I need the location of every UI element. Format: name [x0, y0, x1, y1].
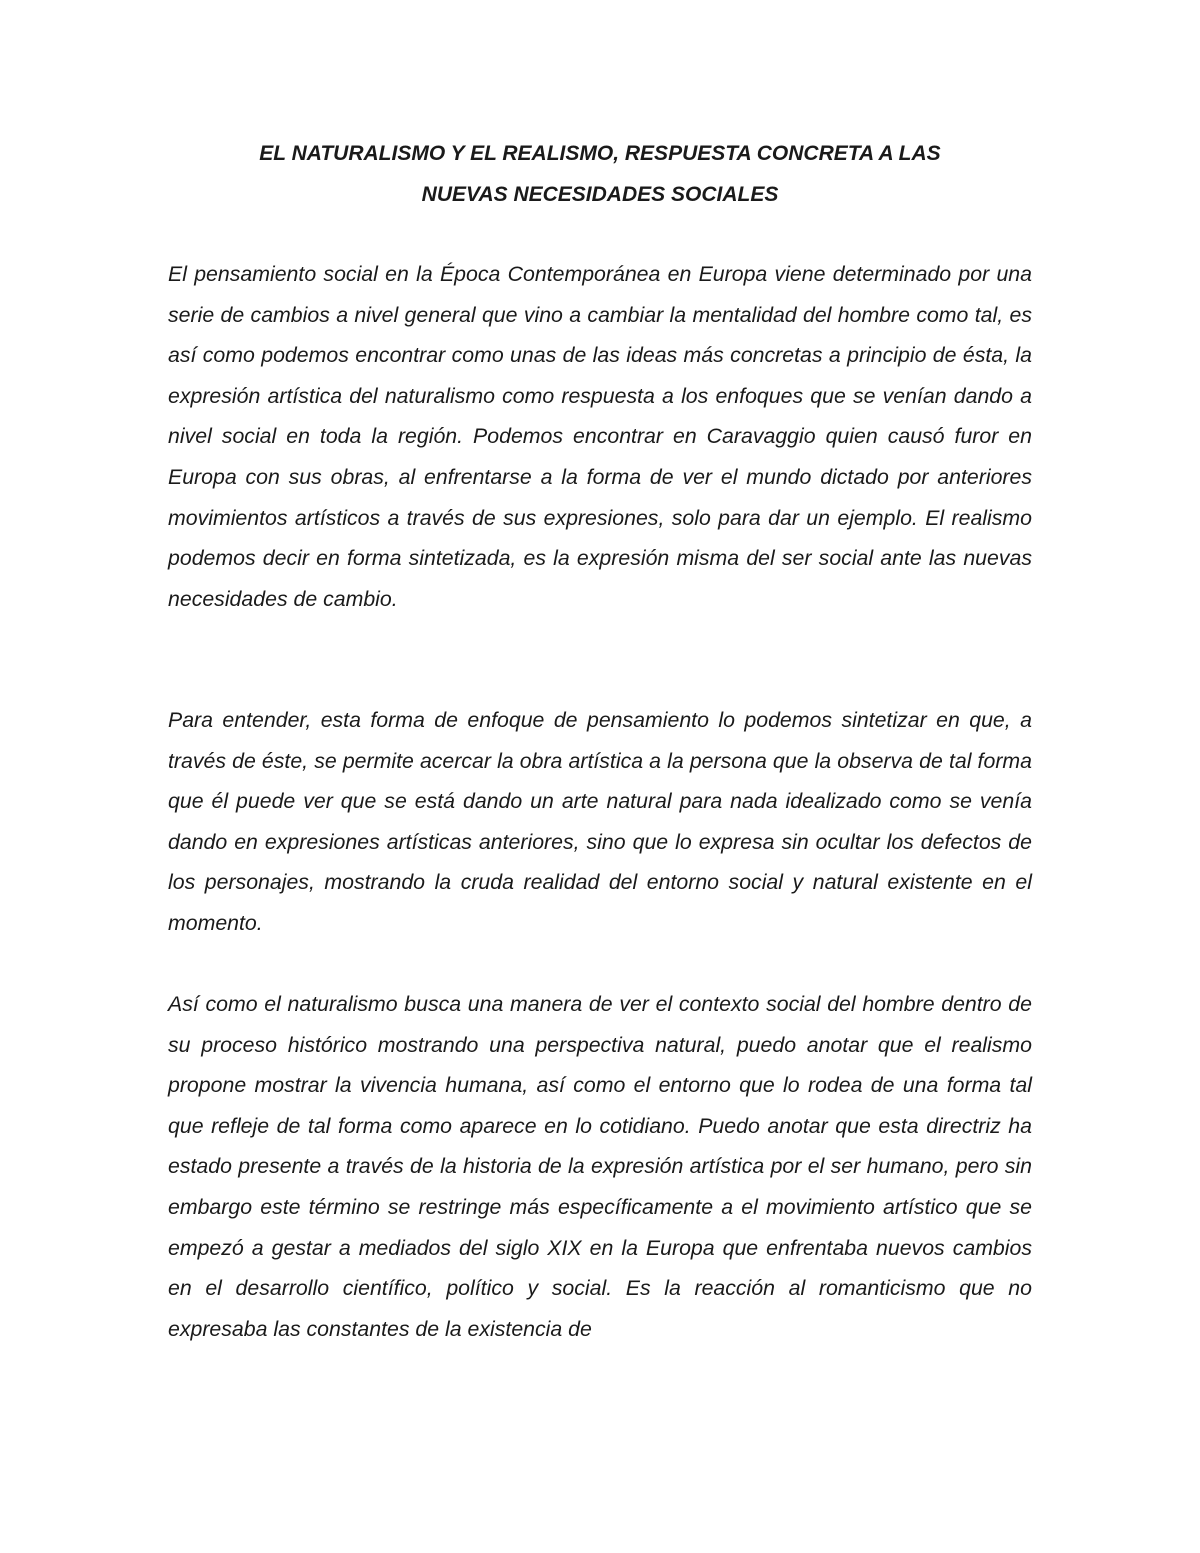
- paragraph-3: Así como el naturalismo busca una manera de ver el contexto social del hombre dentro de su proceso histórico mostrando una perspectiva natural, puedo anotar que el realismo propone mostrar la vivencia humana, así como el entorno que lo rodea de una forma tal que refleje de tal forma como aparece en lo cotidiano. Puedo anotar que esta directriz ha estado presente a través de la historia de la expresión artística por el ser humano, pero sin embargo este término se restringe más específicamente a el movimiento artístico que se empezó a gestar a mediados del siglo XIX en la Europa que enfrentaba nuevos cambios en el desarrollo científico, político y social. Es la reacción al romanticismo que no expresaba las constantes de la existencia de: [168, 992, 1032, 1341]
- paragraph-1: El pensamiento social en la Época Contemporánea en Europa viene determinado por una serie de cambios a nivel general que vino a cambiar la mentalidad del hombre como tal, es así como podemos encontrar como unas de las ideas más concretas a principio de ésta, la expresión artística del naturalismo como respuesta a los enfoques que se venían dando a nivel social en toda la región. Podemos encontrar en Caravaggio quien causó furor en Europa con sus obras, al enfrentarse a la forma de ver el mundo dictado por anteriores movimientos artísticos a través de sus expresiones, solo para dar un ejemplo. El realismo podemos decir en forma sintetizada, es la expresión misma del ser social ante las nuevas necesidades de cambio.: [168, 262, 1032, 611]
- title-line-1: EL NATURALISMO Y EL REALISMO, RESPUESTA CONCRETA A LAS: [259, 142, 941, 165]
- paragraph-2: Para entender, esta forma de enfoque de pensamiento lo podemos sintetizar en que, a través de éste, se permite acercar la obra artística a la persona que la observa de tal forma que él puede ver que se está dando un arte natural para nada idealizado como se venía dando en expresiones artísticas anteriores, sino que lo expresa sin ocultar los defectos de los personajes, mostrando la cruda realidad del entorno social y natural existente en el momento.: [168, 708, 1032, 935]
- title-line-2: NUEVAS NECESIDADES SOCIALES: [421, 183, 779, 206]
- document-title: [168, 133, 1032, 215]
